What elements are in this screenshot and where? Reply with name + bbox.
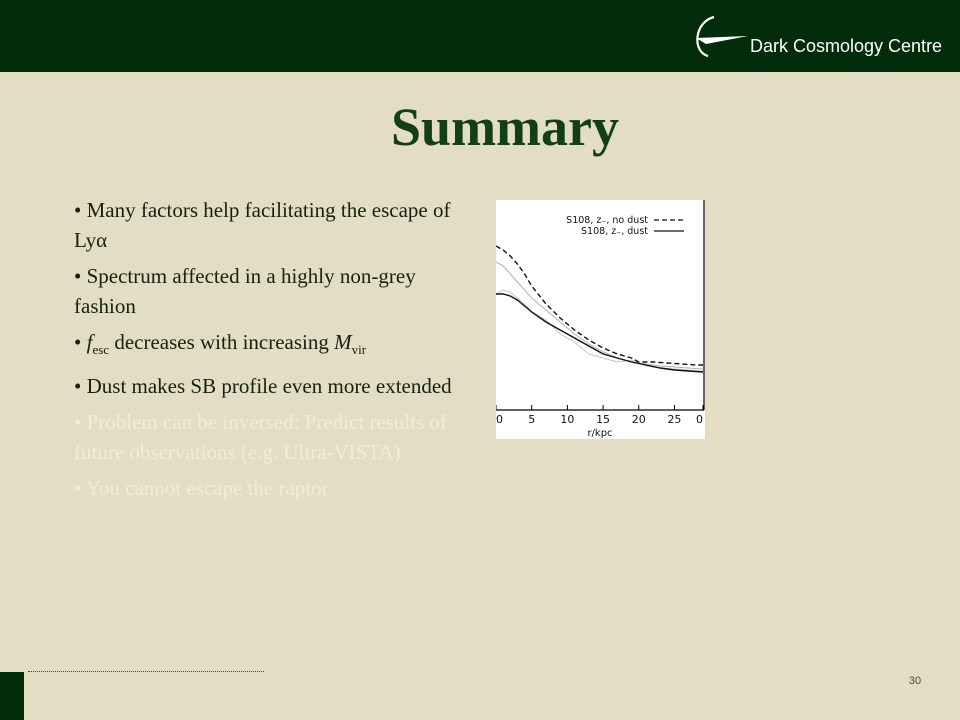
logo-text: Dark Cosmology Centre xyxy=(750,36,943,56)
m-symbol: M xyxy=(334,330,352,354)
page-number: 30 xyxy=(908,675,922,687)
bullet-marker: • xyxy=(74,374,87,399)
bullet-item xyxy=(74,261,474,321)
x-tick-label: 15 xyxy=(596,413,611,426)
x-tick-label: 25 xyxy=(667,413,682,426)
legend-label: S108, z₋, no dust xyxy=(566,215,648,226)
dcc-logo xyxy=(688,14,943,60)
x-tick-label: 20 xyxy=(631,413,646,426)
bullet-marker: • xyxy=(74,198,87,222)
grey-series-line xyxy=(496,262,703,369)
bullet-text: Many factors help facilitating the escape of Ly xyxy=(74,198,451,252)
x-axis-label: r/kpc xyxy=(587,428,613,439)
bullet-text: You cannot escape the raptor xyxy=(85,476,329,501)
bullet-text: Problem can be inversed: Predict results of future observations (e.g. Ultra-VISTA) xyxy=(74,410,448,465)
bullet-item-faded xyxy=(74,473,474,503)
x-tick-label: 5 xyxy=(528,413,536,426)
legend-label: S108, z₋, dust xyxy=(581,226,648,237)
x-tick-label: 0 xyxy=(496,413,503,426)
sb-profile-chart xyxy=(496,200,705,439)
footer-block xyxy=(0,672,24,720)
comet-logo-icon xyxy=(688,14,758,60)
x-tick-label: 0 xyxy=(696,413,703,426)
bullet-item xyxy=(74,327,474,365)
footer-divider xyxy=(28,671,264,672)
bullet-marker: • xyxy=(74,476,86,501)
x-tick-label: 10 xyxy=(560,413,575,426)
f-symbol: f xyxy=(86,330,93,354)
series-line-solid xyxy=(496,294,703,372)
vir-subscript: vir xyxy=(351,342,367,358)
esc-subscript: esc xyxy=(92,342,110,358)
bullet-text: Dust makes SB profile even more extended xyxy=(86,374,452,399)
slide-title: Summary xyxy=(391,97,619,157)
header-bar xyxy=(0,0,960,72)
bullet-item-faded xyxy=(74,407,474,467)
bullet-marker: • xyxy=(74,264,87,288)
bullet-item xyxy=(74,371,474,401)
sb-profile-graph xyxy=(496,200,705,439)
alpha-symbol: α xyxy=(96,228,108,252)
bullet-item xyxy=(74,195,474,255)
bullet-text: decreases with increasing xyxy=(109,330,335,354)
bullet-marker: • xyxy=(74,410,87,435)
bullet-text: Spectrum affected in a highly non-grey fashion xyxy=(74,264,416,318)
bullet-list xyxy=(74,195,474,509)
series-line-dashed xyxy=(496,246,703,365)
bullet-marker: • xyxy=(74,330,87,354)
grey-series-line xyxy=(496,290,703,371)
